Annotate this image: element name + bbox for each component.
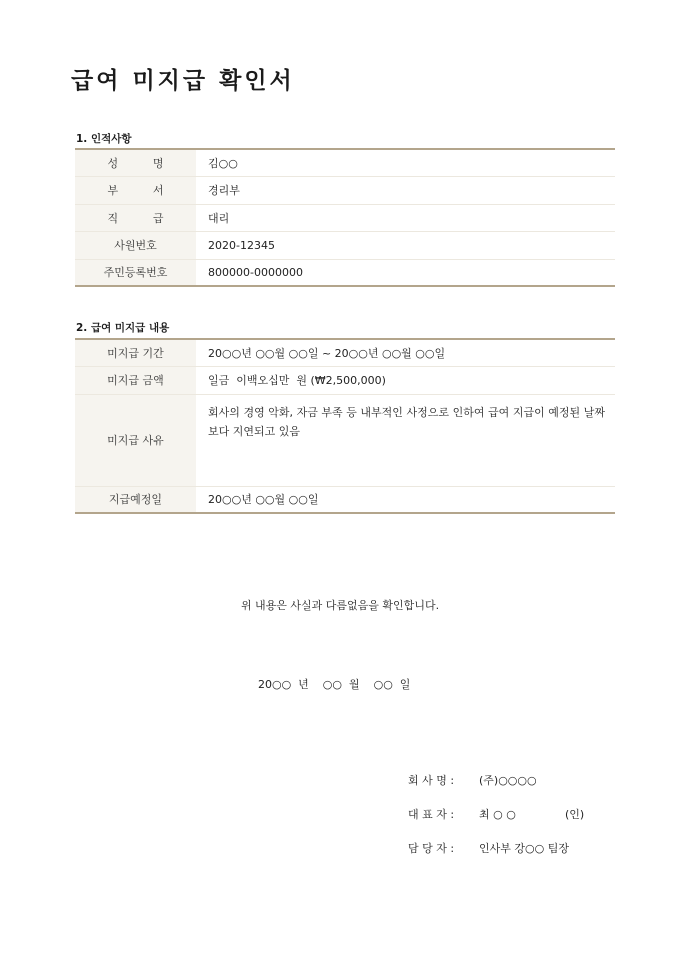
unpaid-reason-value: 회사의 경영 악화, 자금 부족 등 내부적인 사정으로 인하여 급여 지급이 예정된 날짜보다 지연되고 있음 (196, 394, 615, 486)
personal-info-table (75, 148, 615, 287)
company-signature-row (0, 772, 680, 790)
table-row (75, 486, 615, 513)
company-label: 회 사 명 : (408, 774, 455, 787)
table-row (75, 394, 615, 486)
position-label: 직 급 (75, 204, 196, 231)
document-date: 20○○ 년 ○○ 월 ○○ 일 (258, 678, 411, 691)
unpaid-wage-table (75, 338, 615, 514)
name-value: 김○○ (196, 149, 615, 176)
resident-number-label: 주민등록번호 (75, 259, 196, 286)
ceo-signature-row (0, 806, 680, 824)
resident-number-value: 800000-0000000 (208, 265, 303, 279)
manager-value: 인사부 강○○ 팀장 (479, 842, 569, 855)
payment-due-label: 지급예정일 (75, 486, 196, 513)
ceo-value: 최 ○ ○ (479, 808, 516, 821)
document-title: 급여 미지급 확인서 (71, 68, 295, 94)
employee-number-label: 사원번호 (75, 231, 196, 259)
table-row (75, 204, 615, 231)
section-personal-info-heading: 1. 인적사항 (76, 133, 132, 145)
seal-mark: (인) (565, 808, 585, 821)
table-row (75, 259, 615, 286)
employee-number-value: 2020-12345 (196, 231, 615, 259)
unpaid-reason-label: 미지급 사유 (75, 394, 196, 486)
unpaid-amount-label: 미지급 금액 (75, 366, 196, 394)
table-row (75, 176, 615, 204)
payment-due-value: 20○○년 ○○월 ○○일 (208, 493, 319, 507)
ceo-label: 대 표 자 : (408, 808, 455, 821)
confirmation-statement: 위 내용은 사실과 다름없음을 확인합니다. (240, 599, 440, 612)
manager-signature-row (0, 840, 680, 858)
table-row (75, 366, 615, 394)
company-value: (주)○○○○ (479, 774, 537, 787)
manager-label: 담 당 자 : (408, 842, 455, 855)
unpaid-period-value: 20○○년 ○○월 ○○일 ~ 20○○년 ○○월 ○○일 (196, 339, 615, 366)
unpaid-period-label: 미지급 기간 (75, 339, 196, 366)
section-unpaid-wage-heading: 2. 급여 미지급 내용 (76, 322, 170, 334)
table-row (75, 231, 615, 259)
name-label: 성 명 (75, 149, 196, 176)
department-value: 경리부 (196, 176, 615, 204)
table-row (75, 149, 615, 176)
table-row (75, 339, 615, 366)
position-value: 대리 (196, 204, 615, 231)
department-label: 부 서 (75, 176, 196, 204)
unpaid-amount-value: 일금 이백오십만 원 (₩2,500,000) (196, 366, 615, 394)
